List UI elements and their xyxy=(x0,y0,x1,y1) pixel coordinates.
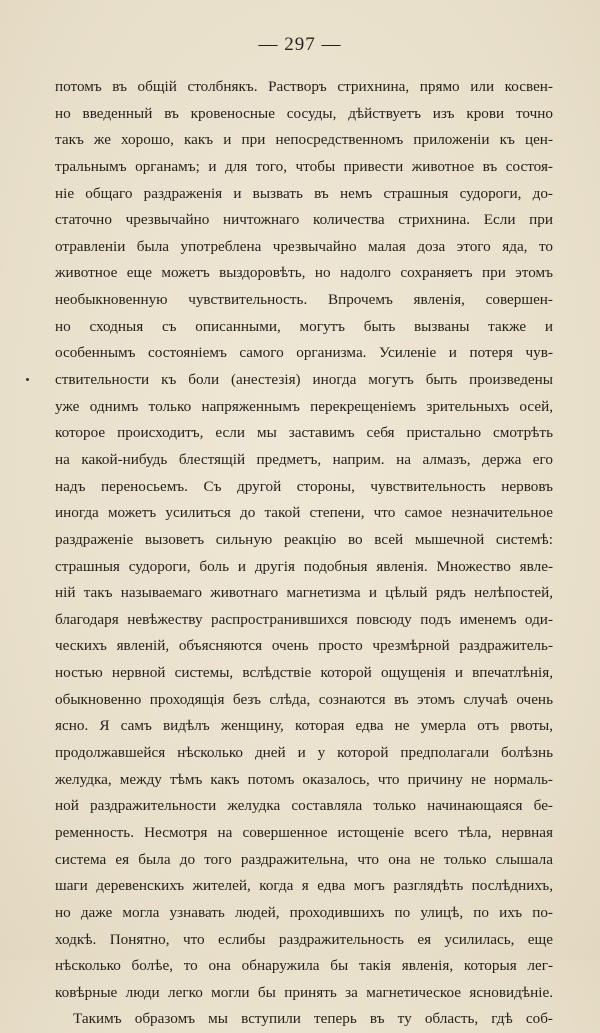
text-line: такъ же хорошо, какъ и при непосредственномъ приложеніи къ цен- xyxy=(55,131,553,149)
page-number: — 297 — xyxy=(258,34,342,55)
text-line: ческихъ явленій, объясняются очень просто чрезмѣрной раздражитель- xyxy=(55,637,553,655)
text-line: Такимъ образомъ мы вступили теперь въ ту область, гдѣ соб- xyxy=(73,1010,553,1028)
text-line: иногда можетъ усилиться до такой степени, что самое незначительное xyxy=(55,504,553,522)
text-line: раздраженіе вызоветъ сильную реакцію во всей мышечной системѣ: xyxy=(55,530,553,548)
text-line: ній такъ называемаго животнаго магнетизма и цѣлый рядъ нелѣпостей, xyxy=(55,584,553,602)
text-line: шаги деревенскихъ жителей, когда я едва могъ разглядѣть послѣднихъ, xyxy=(55,877,553,895)
text-line: статочно чрезвычайно ничтожнаго количества стрихнина. Если при xyxy=(55,211,553,229)
ink-speck xyxy=(26,378,29,381)
text-line: потомъ въ общій столбнякъ. Растворъ стрихнина, прямо или косвен- xyxy=(55,78,553,95)
text-line: ковѣрные люди легко могли бы принять за магнетическое ясновидѣніе. xyxy=(55,983,553,1001)
text-line: благодаря невѣжеству распространившихся повсюду подъ именемъ оди- xyxy=(55,610,553,628)
text-line: но даже могла узнавать людей, проходившихъ по улицѣ, по ихъ по- xyxy=(55,903,553,921)
text-line: которое происходитъ, если мы заставимъ себя пристально смотрѣть xyxy=(55,424,553,442)
text-line: ременность. Несмотря на совершенное истощеніе всего тѣла, нервная xyxy=(55,823,553,841)
text-line: отравленіи была употреблена чрезвычайно малая доза этого яда, то xyxy=(55,237,553,255)
text-line: страшныя судороги, боль и другія подобныя явленія. Множество явле- xyxy=(55,557,553,575)
text-line: система ея была до того раздражительна, что она не только слышала xyxy=(55,850,553,868)
text-line: но введенный въ кровеносные сосуды, дѣйствуетъ изъ крови точно xyxy=(55,104,553,122)
text-line: уже однимъ только напряженнымъ перекрещеніемъ зрительныхъ осей, xyxy=(55,397,553,415)
text-line: животное еще можетъ выздоровѣть, но надолго сохраняетъ при этомъ xyxy=(55,264,553,282)
text-line: тральнымъ органамъ; и для того, чтобы привести животное въ состоя- xyxy=(55,157,553,175)
text-line: ствительности къ боли (анестезія) иногда могутъ быть произведены xyxy=(55,371,553,389)
text-line: обыкновенно проходящія безъ слѣда, сознаются въ этомъ случаѣ очень xyxy=(55,690,553,708)
body-text xyxy=(55,74,553,1033)
text-line: ходкѣ. Понятно, что еслибы раздражительность ея усилилась, еще xyxy=(55,930,553,948)
text-line: ной раздражительности желудка составляла только начинающаяся бе- xyxy=(55,797,553,815)
text-line: надъ переносьемъ. Съ другой стороны, чувствительность нервовъ xyxy=(55,477,553,495)
text-line: желудка, между тѣмъ какъ потомъ оказалось, что причину не нормаль- xyxy=(55,770,553,788)
text-line: особеннымъ состояніемъ самого организма. Усиленіе и потеря чув- xyxy=(55,344,553,362)
text-line: ніе общаго раздраженія и вызвать въ немъ страшныя судороги, до- xyxy=(55,184,553,202)
text-line: но сходныя съ описанными, могутъ быть вызваны также и xyxy=(55,317,553,335)
text-line: ностью нервной системы, вслѣдствіе которой ощущенія и впечатлѣнія, xyxy=(55,664,553,682)
text-line: продолжавшейся нѣсколько дней и у которой предполагали болѣзнь xyxy=(55,744,553,762)
text-line: необыкновенную чувствительность. Впрочемъ явленія, совершен- xyxy=(55,291,553,309)
text-line: нѣсколько болѣе, то она обнаружила бы такія явленія, которыя лег- xyxy=(55,957,553,975)
text-line: на какой-нибудь блестящій предметъ, наприм. на алмазъ, держа его xyxy=(55,450,553,468)
text-line: ясно. Я самъ видѣлъ женщину, которая едва не умерла отъ рвоты, xyxy=(55,717,553,735)
